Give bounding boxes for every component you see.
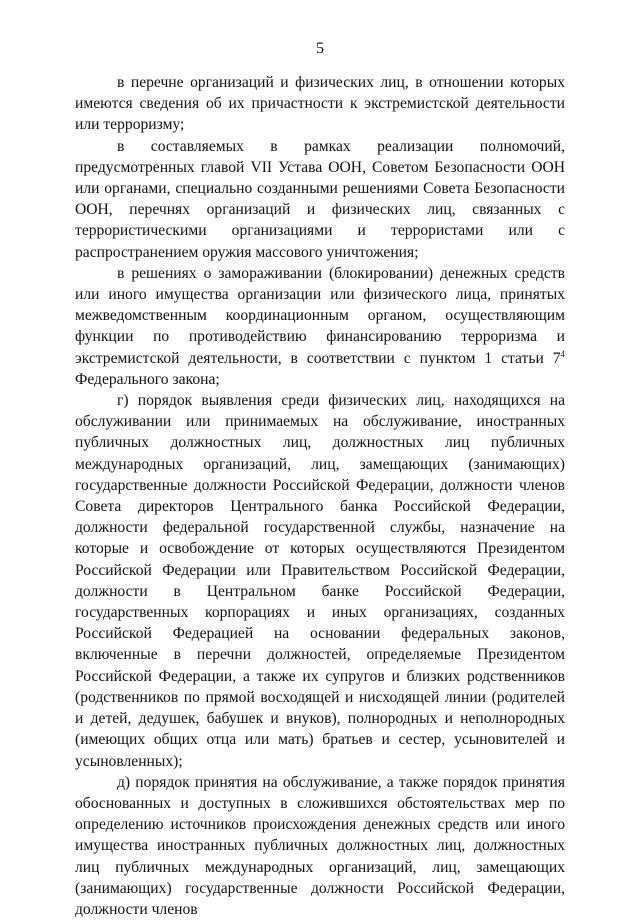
paragraph-un-lists — [75, 136, 565, 263]
paragraph-text: в перечне организаций и физических лиц, в отношении которых имеются сведения об их причастности к экстремистской деятельности или терроризму; — [75, 74, 565, 134]
footnote-superscript: 4 — [560, 348, 565, 359]
paragraph-asset-freezing — [75, 263, 565, 390]
document-body — [75, 72, 565, 920]
paragraph-item-d — [75, 772, 565, 920]
paragraph-extremist-list — [75, 72, 565, 136]
paragraph-text: г) порядок выявления среди физических лиц, находящихся на обслуживании или принимаемых на обслуживание, иностранных публичных должностных лиц, должностных лиц публичных международных организаций, лиц, замещающих (занимающих) государственные должности Российской Федерации, должности членов Совета директоров Центрального банка Российской Федерации, должности федеральной государственной службы, назначение на которые и освобождение от которых осуществляются Президентом Российской Федерации или Правительством Российской Федерации, должности в Центральном банке Российской Федерации, государственных корпорациях и иных организациях, созданных Российской Федерацией на основании федеральных законов, включенные в перечни должностей, определяемые Президентом Российской Федерации, а также их супругов и близких родственников (родственников по прямой восходящей и нисходящей линии (родителей и детей, дедушек, бабушек и внуков), полнородных и неполнородных (имеющих общих отца или мать) братьев и сестер, усыновителей и усыновленных); — [75, 392, 565, 770]
page-number: 5 — [316, 40, 324, 57]
paragraph-text: в составляемых в рамках реализации полномочий, предусмотренных главой VII Устава ООН, Советом Безопасности ООН или органами, специально созданными решениями Совета Безопасности ООН, перечнях организаций и физических лиц, связанных с террористическими организациями и террористами или с распространением оружия массового уничтожения; — [75, 137, 565, 261]
paragraph-text: в решениях о замораживании (блокировании) денежных средств или иного имущества организации или физического лица, принятых межведомственным координационным органом, осуществляющим функции по противодействию финансированию терроризма и экстремистской деятельности, в соответствии с пунктом 1 статьи 7 — [75, 264, 565, 367]
paragraph-text-continued: Федерального закона; — [75, 370, 220, 388]
paragraph-text: д) порядок принятия на обслуживание, а также порядок принятия обоснованных и доступных в сложившихся обстоятельствах мер по определению источников происхождения денежных средств или иного имущества иностранных публичных должностных лиц, должностных лиц публичных международных организаций, лиц, замещающих (занимающих) государственные должности Российской Федерации, должности членов — [75, 773, 565, 918]
paragraph-item-g — [75, 390, 565, 772]
